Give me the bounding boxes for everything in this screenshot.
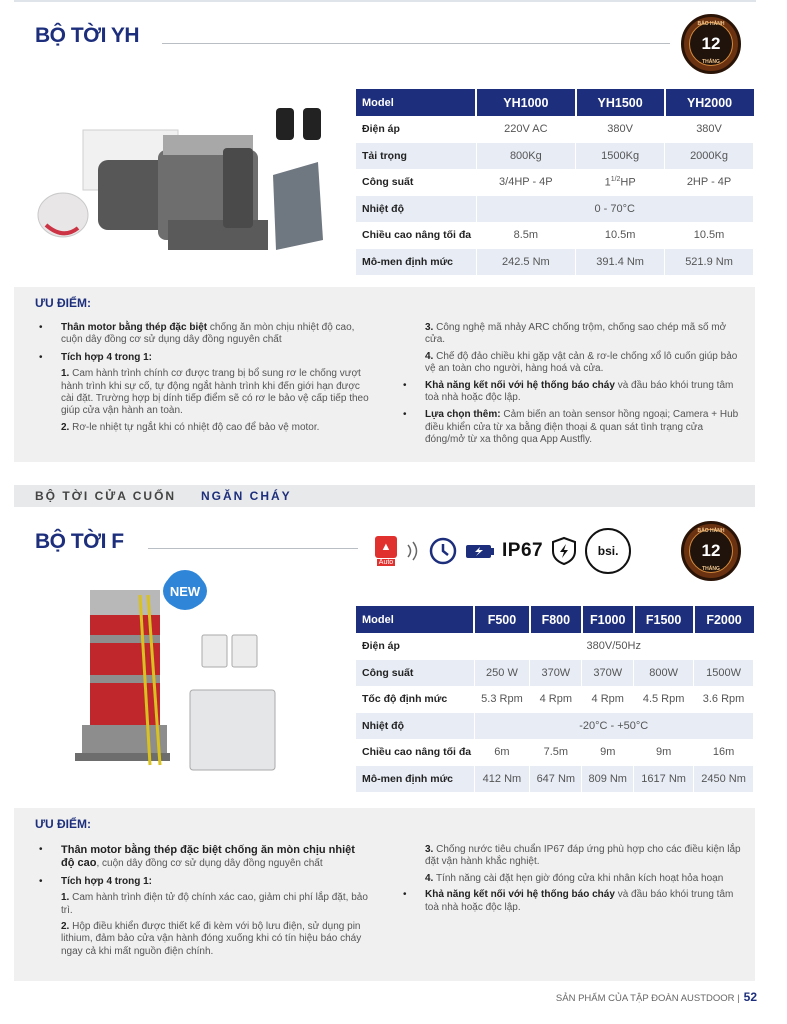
cell-suffix: HP (620, 176, 636, 189)
table-cell: 8.5m (476, 222, 576, 249)
table-cell: 1500W (694, 660, 754, 687)
page-footer (556, 990, 757, 1004)
table-cell: 220V AC (476, 116, 576, 143)
row-label: Chiều cao nâng tối đa (356, 739, 474, 766)
advantages-right-column (403, 322, 743, 452)
title-rule (148, 548, 358, 549)
bullet-item (39, 351, 371, 434)
table-header: F500 (474, 606, 530, 633)
table-row (356, 633, 754, 660)
bullet-dot: • (39, 844, 43, 855)
sub-text: Chống nước tiêu chuẩn IP67 đáp ứng phù hợp cho các điều kiện lắp đặt vận hành khắc nghiệt. (425, 844, 741, 868)
section-title-yh: BỘ TỜI YH (35, 24, 140, 47)
sub-num: 3. (425, 844, 434, 855)
yh-spec-table (356, 89, 754, 275)
sub-text: Cam hành trình chính cơ được trang bị bổ sung rơ le chống vượt hành trình khi sự cố, tự động ngắt hành trình khi đến giới hạn được cài đặt. Trường hợp bị dính tiếp điểm sẽ có rơ le bảo vệ cấp tiếp theo giúp cửa vận hành an toàn. (61, 368, 369, 417)
bullet-bold: Khả năng kết nối với hệ thống báo cháy (425, 889, 615, 901)
sub-text: Tính năng cài đặt hẹn giờ đóng cửa khi nhân kích hoạt hỏa hoạn (433, 872, 724, 884)
table-row (356, 143, 754, 170)
bullet-dot: • (39, 875, 43, 887)
table-cell: 800Kg (476, 143, 576, 170)
bullet-dot: • (39, 322, 43, 333)
bullet-item (39, 844, 371, 871)
ip67-label: IP67 (502, 540, 544, 561)
banner-text: BỘ TỜI CỬA CUỐN (35, 489, 177, 503)
table-cell (576, 169, 665, 196)
feature-icons (374, 528, 631, 574)
auto-icon: ▲ Auto (374, 534, 398, 568)
table-cell: 16m (694, 739, 754, 766)
table-header-row (356, 89, 754, 116)
row-label: Nhiệt độ (356, 713, 474, 740)
top-divider (14, 0, 756, 2)
bsi-label: bsi. (597, 544, 619, 558)
battery-icon (464, 539, 496, 563)
bullet-item (403, 409, 743, 446)
sub-text: Công nghệ mã nhảy ARC chống trộm, chống sao chép mã số mở cửa. (425, 322, 727, 346)
table-cell: 10.5m (665, 222, 754, 249)
table-header: F1500 (634, 606, 694, 633)
bullet-bold: Tích hợp 4 trong 1: (61, 875, 152, 887)
table-cell: 2000Kg (665, 143, 754, 170)
table-cell: 242.5 Nm (476, 249, 576, 276)
table-cell: 10.5m (576, 222, 665, 249)
table-row (356, 222, 754, 249)
bullet-item (39, 322, 371, 347)
bullet-bold: Thân motor bằng thép đặc biệt (61, 322, 208, 333)
bullet-dot: • (403, 409, 407, 421)
table-cell: 370W (530, 660, 582, 687)
advantages-title: ƯU ĐIỂM: (35, 296, 91, 310)
bullet-bold: Thân motor bằng thép đặc biệt chống ăn mòn chịu nhiệt độ cao (61, 844, 355, 870)
row-label: Mô-men định mức (356, 766, 474, 793)
table-row (356, 713, 754, 740)
bullet-text: và đầu báo khói trung tâm toà nhà hoặc độc lập. (425, 379, 734, 404)
cell-main: 1 (604, 176, 611, 189)
table-cell: 370W (582, 660, 634, 687)
sub-item (61, 368, 371, 418)
row-label: Tốc độ định mức (356, 686, 474, 713)
table-header: Model (356, 89, 476, 116)
bullet-text: , cuộn dây đồng cơ sử dụng dây đồng nguyên chất (96, 858, 323, 870)
table-row (356, 116, 754, 143)
auto-label: Auto (378, 559, 394, 566)
table-header: Model (356, 606, 474, 633)
table-header: F800 (530, 606, 582, 633)
yh-motor-image (18, 100, 343, 250)
bsi-certification-icon (585, 528, 631, 574)
table-row (356, 169, 754, 196)
bullet-item (403, 379, 743, 405)
table-row (356, 686, 754, 713)
table-cell-merged: -20°C - +50°C (474, 713, 754, 740)
sub-text: Chế độ đảo chiều khi gặp vật cản & rơ-le chống xổ lô cuốn giúp bảo vệ an toàn cho người, hàng hoá và cửa. (425, 350, 738, 375)
sub-item (425, 873, 743, 885)
table-header-row (356, 606, 754, 633)
table-row (356, 196, 754, 223)
table-cell: 250 W (474, 660, 530, 687)
f-spec-table (356, 606, 754, 792)
bullet-item (39, 875, 371, 958)
table-cell: 3.6 Rpm (694, 686, 754, 713)
table-cell: 4 Rpm (582, 686, 634, 713)
badge-bottom-text: THÁNG (702, 59, 720, 65)
badge-top-text: BẢO HÀNH (697, 528, 725, 534)
bullet-dot: • (403, 379, 407, 391)
bullet-text: Cảm biến an toàn sensor hồng ngoại; Camera + Hub điều khiển cửa từ xa bằng điện thoại & quan sát tình trạng cửa đóng/mở từ xa thông qua App Austfly. (425, 409, 739, 446)
sub-num: 2. (61, 921, 70, 933)
sub-item (61, 892, 371, 917)
table-cell: 5.3 Rpm (474, 686, 530, 713)
banner-highlight: NGĂN CHÁY (201, 489, 292, 503)
bullet-dot: • (39, 351, 43, 363)
table-cell: 6m (474, 739, 530, 766)
title-rule (162, 43, 670, 44)
bullet-item (403, 889, 743, 914)
table-cell: 2450 Nm (694, 766, 754, 793)
signal-waves-icon (404, 539, 422, 563)
table-cell: 380V (665, 116, 754, 143)
row-label: Tải trọng (356, 143, 476, 170)
bullet-text: chống ăn mòn chịu nhiệt độ cao, cuộn dây đồng cơ sử dụng dây đồng nguyên chất (61, 322, 355, 346)
table-cell: 800W (634, 660, 694, 687)
table-cell: 809 Nm (582, 766, 634, 793)
row-label: Công suất (356, 660, 474, 687)
table-row (356, 660, 754, 687)
sub-item (61, 921, 371, 958)
table-cell: 2HP - 4P (665, 169, 754, 196)
sub-item (425, 844, 743, 869)
badge-number: 12 (701, 541, 721, 560)
warranty-badge (681, 521, 741, 581)
bullet-bold: Tích hợp 4 trong 1: (61, 351, 152, 363)
sub-num: 4. (425, 872, 434, 884)
table-header: F1000 (582, 606, 634, 633)
table-cell: 9m (582, 739, 634, 766)
sub-text: Hộp điều khiển được thiết kế đi kèm với bộ lưu điện, sử dụng pin lithium, đảm bảo cửa vận hành đóng xuống khi có tín hiệu báo cháy ngay cả khi mất nguồn điện chính. (61, 921, 362, 957)
sub-item (425, 322, 743, 347)
sub-num: 3. (425, 322, 434, 333)
sub-text: Cam hành trình điện tử độ chính xác cao, giảm chi phí lắp đặt, bảo trì. (61, 892, 368, 916)
warranty-badge (681, 14, 741, 74)
table-cell: 3/4HP - 4P (476, 169, 576, 196)
table-cell: 647 Nm (530, 766, 582, 793)
advantages-left-column (39, 322, 371, 439)
table-cell: 380V (576, 116, 665, 143)
sub-num: 1. (61, 892, 70, 904)
table-cell: 412 Nm (474, 766, 530, 793)
table-row (356, 249, 754, 276)
cell-superscript: 1/2 (610, 175, 621, 183)
row-label: Điện áp (356, 633, 474, 660)
footer-text: SẢN PHẨM CỦA TẬP ĐOÀN AUSTDOOR | (555, 993, 740, 1004)
advantages-title: ƯU ĐIỂM: (35, 817, 91, 831)
table-cell: 1617 Nm (634, 766, 694, 793)
bullet-dot: • (403, 889, 407, 901)
sub-num: 1. (61, 368, 70, 380)
sub-text: Rơ-le nhiệt tự ngắt khi có nhiệt độ cao để bảo vệ motor. (69, 421, 320, 433)
sub-num: 4. (425, 350, 434, 362)
table-header: YH2000 (665, 89, 754, 116)
bullet-text: và đầu báo khói trung tâm toà nhà hoặc độc lập. (425, 889, 734, 913)
sub-num: 2. (61, 421, 70, 433)
row-label: Công suất (356, 169, 476, 196)
section-title-f: BỘ TỜI F (35, 530, 124, 553)
sub-item (425, 351, 743, 376)
row-label: Mô-men định mức (356, 249, 476, 276)
page-number: 52 (743, 990, 757, 1004)
bullet-bold: Lựa chọn thêm: (425, 409, 501, 421)
table-row (356, 766, 754, 793)
table-cell: 521.9 Nm (665, 249, 754, 276)
section-banner (14, 485, 755, 507)
table-cell: 4 Rpm (530, 686, 582, 713)
row-label: Chiều cao nâng tối đa (356, 222, 476, 249)
table-cell: 1500Kg (576, 143, 665, 170)
table-cell-merged: 380V/50Hz (474, 633, 754, 660)
table-cell: 4.5 Rpm (634, 686, 694, 713)
clock-icon (428, 536, 458, 566)
table-header: YH1500 (576, 89, 665, 116)
shield-lightning-icon (549, 535, 579, 567)
row-label: Nhiệt độ (356, 196, 476, 223)
table-header: F2000 (694, 606, 754, 633)
badge-number: 12 (701, 34, 721, 53)
advantages-left-column (39, 844, 371, 963)
row-label: Điện áp (356, 116, 476, 143)
sub-item (61, 422, 371, 434)
table-cell: 7.5m (530, 739, 582, 766)
table-cell: 9m (634, 739, 694, 766)
table-cell-merged: 0 - 70°C (476, 196, 754, 223)
table-header: YH1000 (476, 89, 576, 116)
new-badge: NEW (163, 573, 207, 609)
advantages-right-column (403, 844, 743, 919)
table-row (356, 739, 754, 766)
badge-bottom-text: THÁNG (702, 566, 720, 572)
table-cell: 391.4 Nm (576, 249, 665, 276)
bullet-bold: Khả năng kết nối với hệ thống báo cháy (425, 379, 615, 391)
badge-top-text: BẢO HÀNH (697, 21, 725, 27)
